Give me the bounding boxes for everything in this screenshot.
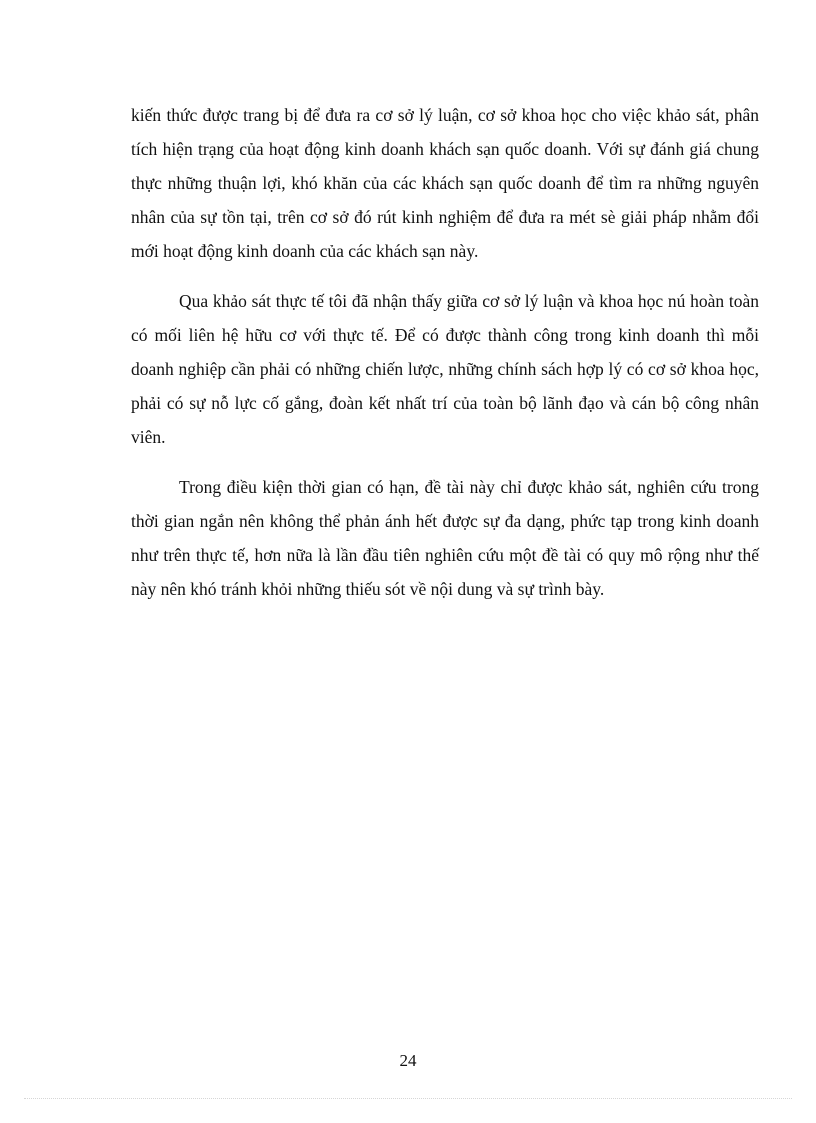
page-number: 24 — [399, 1051, 417, 1070]
page-bottom-divider — [24, 1098, 792, 1099]
paragraph-1: kiến thức được trang bị để đưa ra cơ sở lý luận, cơ sở khoa học cho việc khảo sát, phân tích hiện trạng của hoạt động kinh doanh khách sạn quốc doanh. Với sự đánh giá chung thực những thuận lợi, khó khăn của các khách sạn quốc doanh để tìm ra những nguyên nhân của sự tồn tại, trên cơ sở đó rút kinh nghiệm để đưa ra mét sè giải pháp nhằm đổi mới hoạt động kinh doanh của các khách sạn này. — [131, 105, 759, 261]
paragraph-2: Qua khảo sát thực tế tôi đã nhận thấy giữa cơ sở lý luận và khoa học nú hoàn toàn có mối liên hệ hữu cơ với thực tế. Để có được thành công trong kinh doanh thì mỗi doanh nghiệp cần phải có những chiến lược, những chính sách hợp lý có cơ sở khoa học, phải có sự nỗ lực cố gắng, đoàn kết nhất trí của toàn bộ lãnh đạo và cán bộ công nhân viên. — [131, 291, 759, 447]
body-text — [131, 98, 759, 622]
paragraph-3: Trong điều kiện thời gian có hạn, đề tài này chỉ được khảo sát, nghiên cứu trong thời gian ngắn nên không thể phản ánh hết được sự đa dạng, phức tạp trong kinh doanh như trên thực tế, hơn nữa là lần đầu tiên nghiên cứu một đề tài có quy mô rộng như thế này nên khó tránh khỏi những thiếu sót về nội dung và sự trình bày. — [131, 477, 759, 599]
